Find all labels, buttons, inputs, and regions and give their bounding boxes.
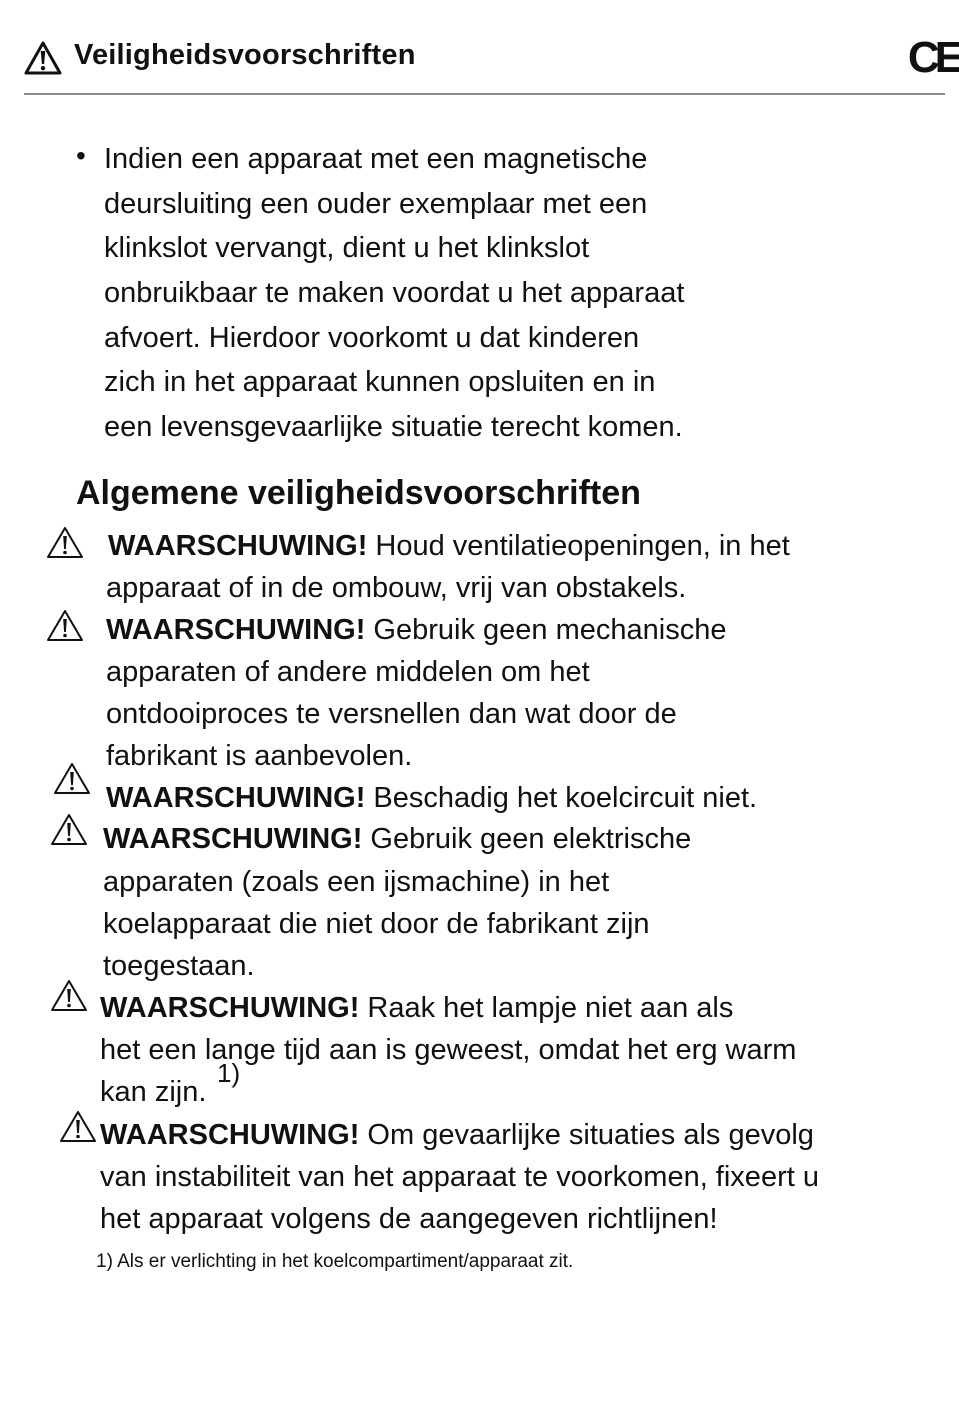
warning-label: WAARSCHUWING! [100, 992, 360, 1024]
warning-triangle-icon [53, 762, 91, 795]
footnote-text: 1) Als er verlichting in het koelcompartiment/apparaat zit. [96, 1251, 574, 1272]
bullet-icon: • [76, 140, 86, 171]
bullet-text-line: zich in het apparaat kunnen opsluiten en in [104, 366, 656, 399]
warning-label: WAARSCHUWING! [103, 823, 363, 855]
bullet-text-line: deursluiting een ouder exemplaar met een [104, 187, 648, 220]
warning-5-line [100, 990, 733, 1026]
warning-6-line: van instabiliteit van het apparaat te voorkomen, fixeert u [100, 1161, 819, 1193]
warning-text: Beschadig het koelcircuit niet. [373, 782, 758, 814]
warning-triangle-icon [59, 1110, 97, 1143]
bullet-text-line: een levensgevaarlijke situatie terecht komen. [104, 411, 683, 444]
warning-triangle-icon [46, 526, 84, 559]
page-header [24, 33, 959, 95]
warning-text: Houd ventilatieopeningen, in het [375, 530, 790, 562]
warning-4-line [103, 821, 691, 857]
warning-4-line: toegestaan. [103, 950, 255, 982]
warning-2-line [106, 612, 726, 648]
intro-bullet-item [76, 139, 824, 452]
warning-2-line: ontdooiproces te versnellen dan wat door de [106, 698, 677, 730]
warning-2-line: fabrikant is aanbevolen. [106, 740, 413, 772]
bullet-text-line: onbruikbaar te maken voordat u het apparaat [104, 277, 685, 310]
warning-6-line: het apparaat volgens de aangegeven richtlijnen! [100, 1203, 718, 1235]
bullet-text-line: Indien een apparaat met een magnetische [104, 143, 648, 175]
warning-text: Om gevaarlijke situaties als gevolg [367, 1119, 814, 1151]
bullet-text-line: afvoert. Hierdoor voorkomt u dat kinderen [104, 321, 640, 354]
warning-5-line: kan zijn. [100, 1076, 207, 1108]
warning-2-line: apparaten of andere middelen om het [106, 656, 590, 688]
footnote-marker: 1) [217, 1058, 241, 1088]
warning-3-line [106, 780, 757, 816]
warning-4-line: koelapparaat die niet door de fabrikant zijn [103, 908, 650, 940]
warning-label: WAARSCHUWING! [106, 614, 366, 646]
warning-triangle-icon [50, 813, 88, 846]
ce-mark-icon: CE [907, 33, 959, 82]
warning-5-line: het een lange tijd aan is geweest, omdat het erg warm [100, 1034, 797, 1066]
warning-triangle-icon [50, 979, 88, 1012]
warning-4-line: apparaten (zoals een ijsmachine) in het [103, 866, 610, 898]
page-title: Veiligheidsvoorschriften [74, 39, 416, 71]
warning-label: WAARSCHUWING! [108, 530, 368, 562]
warning-label: WAARSCHUWING! [100, 1119, 360, 1151]
warning-text: Gebruik geen elektrische [370, 823, 692, 855]
bullet-text-line: klinkslot vervangt, dient u het klinkslot [104, 232, 590, 265]
section-heading: Algemene veiligheidsvoorschriften [76, 474, 641, 512]
warning-1-line: apparaat of in de ombouw, vrij van obstakels. [106, 572, 687, 604]
warning-6-line [100, 1117, 814, 1153]
warning-label: WAARSCHUWING! [106, 782, 366, 814]
warning-1-line [108, 528, 790, 564]
warning-triangle-icon [46, 609, 84, 642]
warning-text: Gebruik geen mechanische [373, 614, 727, 646]
warning-triangle-icon [24, 41, 62, 75]
warning-text: Raak het lampje niet aan als [367, 992, 734, 1024]
